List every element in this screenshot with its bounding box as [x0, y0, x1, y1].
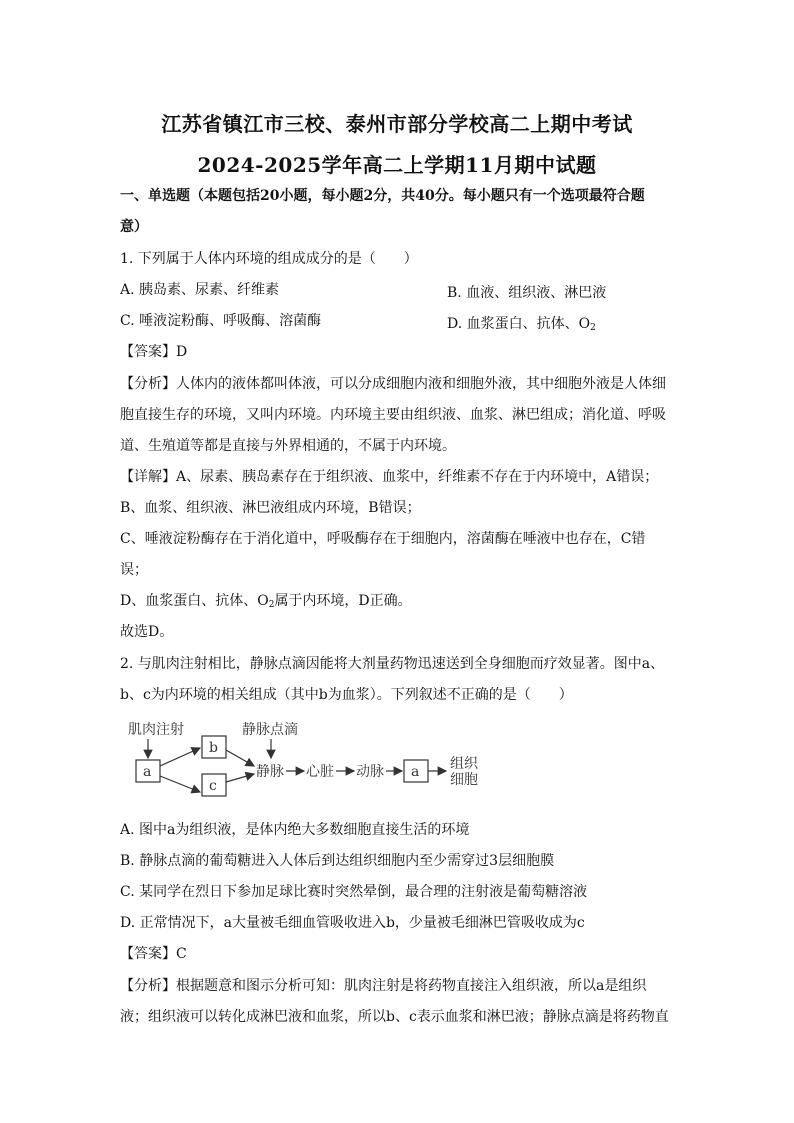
q1-detail: 【详解】A、尿素、胰岛素存在于组织液、血浆中，纤维素不存在于内环境中，A错误； [120, 469, 659, 485]
box-a-label: a [143, 764, 152, 780]
label-artery: 动脉 [356, 764, 384, 780]
label-muscle-injection: 肌肉注射 [128, 722, 184, 738]
q1-detail-4: 误； [120, 562, 148, 578]
q2-option-a: A. 图中a为组织液，是体内绝大多数细胞直接生活的环境 [120, 822, 470, 838]
q1-option-b: B. 血液、组织液、淋巴液 [447, 285, 607, 301]
q1-analysis-3: 道、生殖道等都是直接与外界相通的，不属于内环境。 [120, 438, 456, 454]
label-iv-drip: 静脉点滴 [242, 722, 298, 738]
q1-detail-2: B、血浆、组织液、淋巴液组成内环境，B错误； [120, 500, 421, 516]
title-line-2: 2024-2025学年高二上学期11月期中试题 [197, 153, 597, 177]
q1-conclusion: 故选D。 [120, 624, 174, 640]
q1-option-d: D. 血浆蛋白、抗体、$O_2$ [447, 316, 596, 333]
q2-analysis-2: 液；组织液可以转化成淋巴液和血浆，所以b、c表示血浆和淋巴液；静脉点滴是将药物直 [120, 1009, 669, 1025]
label-tissue-2: 细胞 [450, 772, 478, 788]
q1-detail-3: C、唾液淀粉酶存在于消化道中，呼吸酶存在于细胞内，溶菌酶在唾液中也存在，C错 [120, 531, 646, 547]
q2-flow-diagram [128, 718, 488, 804]
q2-option-c: C. 某同学在烈日下参加足球比赛时突然晕倒，最合理的注射液是葡萄糖溶液 [120, 884, 588, 900]
q2-option-d: D. 正常情况下，a大量被毛细血管吸收进入b，少量被毛细淋巴管吸收成为c [120, 915, 585, 931]
label-vein: 静脉 [256, 764, 284, 780]
q1-option-a: A. 胰岛素、尿素、纤维素 [120, 282, 280, 298]
label-tissue-1: 组织 [450, 756, 478, 772]
arrow-b-to-vein [226, 750, 254, 766]
q1-stem: 1. 下列属于人体内环境的组成成分的是（ ） [120, 251, 418, 267]
box-c-label: c [209, 778, 217, 794]
q1-analysis: 【分析】人体内的液体都叫体液，可以分成细胞内液和细胞外液，其中细胞外液是人体细 [120, 376, 666, 392]
q2-stem: 2. 与肌肉注射相比，静脉点滴因能将大剂量药物迅速送到全身细胞而疗效显著。图中a、 [120, 656, 665, 672]
arrow-a-to-b [160, 748, 200, 766]
q1-analysis-2: 胞直接生存的环境，又叫内环境。内环境主要由组织液、血浆、淋巴组成；消化道、呼吸 [120, 407, 666, 423]
q2-analysis: 【分析】根据题意和图示分析可知：肌肉注射是将药物直接注入组织液，所以a是组织 [120, 978, 647, 994]
box-b-label: b [209, 740, 218, 756]
title-line-1: 江苏省镇江市三校、泰州市部分学校高二上期中考试 [161, 112, 633, 136]
q2-option-b: B. 静脉点滴的葡萄糖进入人体后到达组织细胞内至少需穿过3层细胞膜 [120, 853, 555, 869]
q1-detail-5: D、血浆蛋白、抗体、$O_2$属于内环境，D正确。 [120, 593, 412, 610]
arrow-c-to-vein [226, 774, 254, 782]
arrow-a-to-c [160, 776, 200, 792]
label-heart: 心脏 [306, 764, 334, 780]
section-heading: 一、单选题（本题包括20小题，每小题2分，共40分。每小题只有一个选项最符合题 [120, 188, 645, 204]
q2-stem-2: b、c为内环境的相关组成（其中b为血浆）。下列叙述不正确的是（ ） [120, 687, 573, 703]
q1-option-c: C. 唾液淀粉酶、呼吸酶、溶菌酶 [120, 313, 322, 329]
box-a2-label: a [411, 764, 420, 780]
q2-answer: 【答案】C [120, 946, 187, 962]
section-heading-cont: 意） [120, 219, 148, 235]
q1-answer: 【答案】D [120, 344, 188, 360]
